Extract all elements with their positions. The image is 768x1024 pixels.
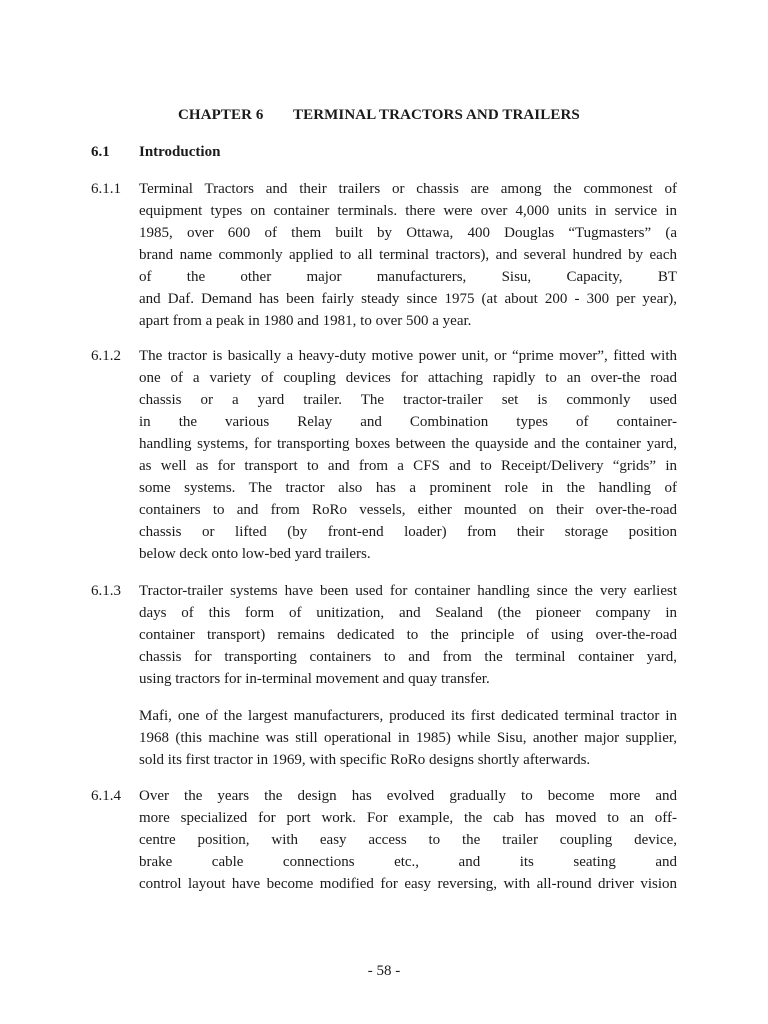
paragraph-line: brake cable connections etc., and its seating and [139,854,677,870]
paragraph-line: centre position, with easy access to the trailer coupling device, [139,832,677,848]
section-title: Introduction [139,144,221,160]
paragraph-line: days of this form of unitization, and Sealand (the pioneer company in [139,605,677,621]
paragraph-6-1-3 [91,580,677,690]
section-heading [91,144,220,161]
paragraph-line: control layout have become modified for easy reversing, with all-round driver vision [139,876,677,892]
paragraph-line: brand name commonly applied to all terminal tractors), and several hundred by each [139,247,677,263]
paragraph-body [139,345,677,565]
paragraph-number: 6.1.3 [91,583,121,599]
paragraph-line: handling systems, for transporting boxes between the quayside and the container yard, [139,436,677,452]
paragraph-line: in the various Relay and Combination types of container- [139,414,677,430]
paragraph-line: Tractor-trailer systems have been used for container handling since the very earliest [139,583,677,599]
paragraph-line: and Daf. Demand has been fairly steady since 1975 (at about 200 - 300 per year), [139,291,677,307]
paragraph-line: equipment types on container terminals. there were over 4,000 units in service in [139,203,677,219]
paragraph-body [139,178,677,332]
paragraph-line: 1968 (this machine was still operational in 1985) while Sisu, another major supplier, [139,730,677,746]
paragraph-line: Over the years the design has evolved gradually to become more and [139,788,677,804]
paragraph-line: of the other major manufacturers, Sisu, Capacity, BT [139,269,677,285]
paragraph-line: using tractors for in-terminal movement and quay transfer. [139,671,490,687]
paragraph-line: apart from a peak in 1980 and 1981, to over 500 a year. [139,313,472,329]
paragraph-line: more specialized for port work. For example, the cab has moved to an off- [139,810,677,826]
chapter-number: CHAPTER 6 [178,107,264,123]
paragraph-line: 1985, over 600 of them built by Ottawa, 400 Douglas “Tugmasters” (a [139,225,677,241]
chapter-heading [178,107,580,124]
paragraph-line: chassis or lifted (by front-end loader) from their storage position [139,524,677,540]
paragraph-6-1-3-continued [91,705,677,771]
page-number: - 58 - [367,963,401,979]
paragraph-line: Terminal Tractors and their trailers or chassis are among the commonest of [139,181,677,197]
paragraph-body [139,785,677,895]
paragraph-line: some systems. The tractor also has a prominent role in the handling of [139,480,677,496]
paragraph-line: as well as for transport to and from a CFS and to Receipt/Delivery “grids” in [139,458,677,474]
paragraph-number: 6.1.1 [91,181,121,197]
chapter-title: TERMINAL TRACTORS AND TRAILERS [293,107,580,123]
paragraph-line: one of a variety of coupling devices for attaching rapidly to an over-the road [139,370,677,386]
paragraph-body [139,580,677,690]
paragraph-line: below deck onto low-bed yard trailers. [139,546,371,562]
paragraph-line: container transport) remains dedicated to the principle of using over-the-road [139,627,677,643]
paragraph-number: 6.1.4 [91,788,121,804]
paragraph-body [139,705,677,771]
section-number: 6.1 [91,144,110,160]
paragraph-6-1-1 [91,178,677,332]
paragraph-6-1-4 [91,785,677,895]
paragraph-line: Mafi, one of the largest manufacturers, produced its first dedicated terminal tractor in [139,708,677,724]
paragraph-line: The tractor is basically a heavy-duty motive power unit, or “prime mover”, fitted with [139,348,677,364]
paragraph-line: sold its first tractor in 1969, with specific RoRo designs shortly afterwards. [139,752,591,768]
paragraph-line: chassis for transporting containers to and from the terminal container yard, [139,649,677,665]
paragraph-line: chassis or a yard trailer. The tractor-trailer set is commonly used [139,392,677,408]
paragraph-number: 6.1.2 [91,348,121,364]
paragraph-line: containers to and from RoRo vessels, either mounted on their over-the-road [139,502,677,518]
paragraph-6-1-2 [91,345,677,565]
